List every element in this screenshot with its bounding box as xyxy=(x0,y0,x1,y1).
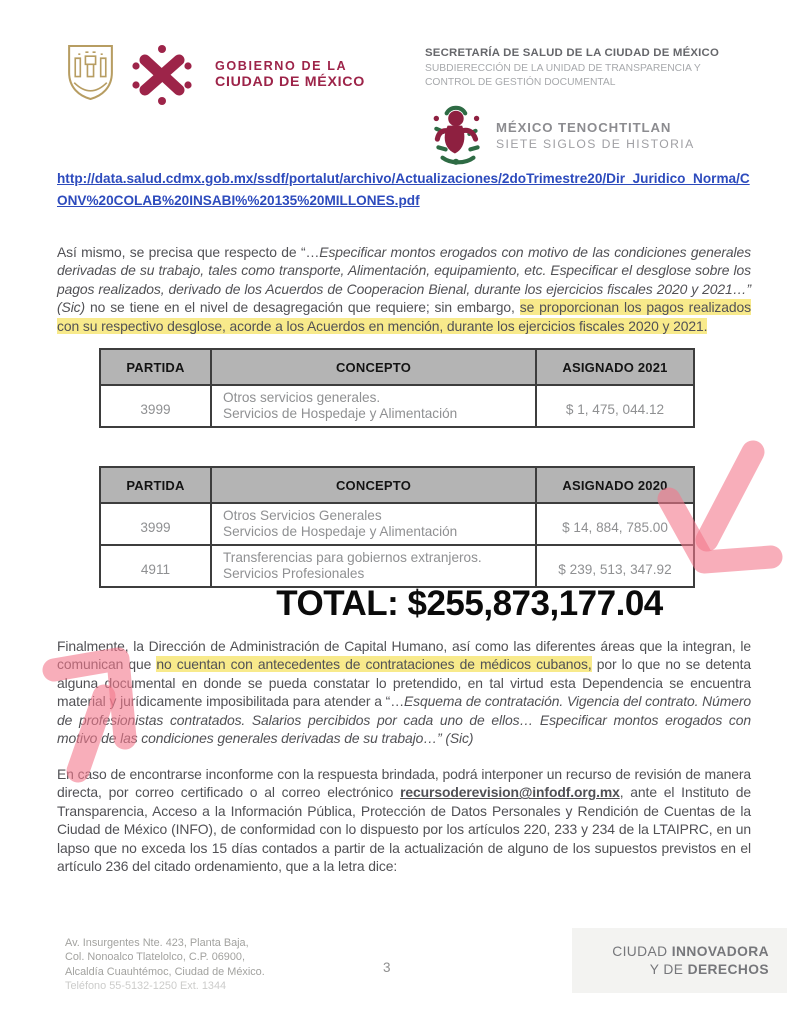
table-2021-header-row xyxy=(100,349,694,385)
text-segment-italic: Esquema de contratación. Vigencia del contrato. Número de profesionistas contratados. Salarios percibidos por cada uno de ellos… Especificar montos erogados con motivo de las condiciones generales derivadas de su trabajo…” (Sic) xyxy=(57,693,751,746)
brand-line-1: GOBIERNO DE LA xyxy=(215,59,348,73)
cell-partida: 3999 xyxy=(100,503,211,545)
secretariat-title: SECRETARÍA DE SALUD DE LA CIUDAD DE MÉXICO xyxy=(425,47,720,59)
tenochtitlan-line-2: SIETE SIGLOS DE HISTORIA xyxy=(496,137,695,151)
secretariat-subtitle-2: CONTROL DE GESTIÓN DOCUMENTAL xyxy=(425,77,616,88)
text-segment-normal: Así mismo, se precisa que respecto de “… xyxy=(57,243,320,260)
cell-amount: $ 14, 884, 785.00 xyxy=(536,503,694,545)
secretariat-subtitle-1: SUBDIERECCIÓN DE LA UNIDAD DE TRANSPARENCIA Y xyxy=(425,63,701,74)
header-left xyxy=(66,44,365,106)
text-segment-highlight: se proporcionan los pagos realizados con su respectivo desglose, acorde a los Acuerdos en mención, durante los ejercicios fiscales 2020 y 2021. xyxy=(57,299,751,334)
table-asignado-2020 xyxy=(99,466,695,588)
address-line: Alcaldía Cuauhtémoc, Ciudad de México. xyxy=(65,965,265,978)
text-segment-normal: , ante el Instituto de Transparencia, Acceso a la Información Pública, Protección de Datos Personales y Rendición de Cuentas de la Ciudad de México (INFO), de conformidad con lo dispuesto por los artículos 220, 233 y 234 de la LTAIPRC, en un lapso que no exceda los 15 días contados a partir de la actualización de alguno de los supuestos previstos en el artículo 236 del citado ordenamiento, que a la letra dice: xyxy=(57,784,751,874)
source-pdf-link[interactable]: http://data.salud.cdmx.gob.mx/ssdf/portalut/archivo/Actualizaciones/2doTrimestre20/Dir_Juridico_Norma/CONV%20COLAB%20INSABI%%20135%20MILLONES.pdf xyxy=(57,171,750,208)
paragraph-recurso-revision xyxy=(57,765,751,875)
text-segment-italic: Especificar montos erogados con motivo de las condiciones generales derivadas de su trabajo, tales como transporte, Alimentación, equipamiento, etc. Especificar el desglose sobre los pagos realizados, derivado de los Acuerdos de Cooperacion Bienal, durante los ejercicios fiscales 2020 y 2021…” (Sic) xyxy=(57,243,751,316)
header-asignado-2020: ASIGNADO 2020 xyxy=(536,467,694,503)
city-slogan-badge xyxy=(572,928,787,993)
government-brand-text xyxy=(215,44,365,90)
table-row xyxy=(100,503,694,545)
cell-concepto xyxy=(211,545,536,587)
paragraph-desglose xyxy=(57,243,751,335)
address-line: Teléfono 55-5132-1250 Ext. 1344 xyxy=(65,980,227,993)
tenochtitlan-block xyxy=(430,104,695,168)
concepto-line-1: Otros servicios generales. xyxy=(223,389,381,405)
brand-line-2: CIUDAD DE MÉXICO xyxy=(215,74,365,90)
table-2020-header-row xyxy=(100,467,694,503)
grand-total: TOTAL: $255,873,177.04 xyxy=(276,584,663,623)
text-segment-normal: no se tiene en el nivel de desagregación que requiere; sin embargo, xyxy=(85,299,520,316)
text-segment-highlight: no cuentan con antecedentes de contrataciones de médicos cubanos, xyxy=(156,656,592,673)
concepto-line-1: Transferencias para gobiernos extranjeros. xyxy=(223,549,482,565)
address-line: Col. Nonoalco Tlatelolco, C.P. 06900, xyxy=(65,951,246,964)
secretariat-block xyxy=(425,47,719,89)
text-segment-normal: En caso de encontrarse inconforme con la respuesta brindada, podrá interponer un recurso de revisión de manera directa, por correo certificado o al correo electrónico xyxy=(57,765,751,801)
tenochtitlan-line-1: MÉXICO TENOCHTITLAN xyxy=(496,120,672,135)
header-concepto: CONCEPTO xyxy=(211,349,536,385)
cdmx-shield-logo-icon xyxy=(66,44,115,101)
concepto-line-2: Servicios de Hospedaje y Alimentación xyxy=(223,406,458,421)
header-partida: PARTIDA xyxy=(100,349,211,385)
cdmx-knot-logo-icon xyxy=(129,44,195,106)
slogan-line-2: Y DE DERECHOS xyxy=(649,961,769,977)
header-concepto: CONCEPTO xyxy=(211,467,536,503)
table-row xyxy=(100,545,694,587)
cell-partida: 3999 xyxy=(100,385,211,427)
paragraph-medicos-cubanos xyxy=(57,637,751,747)
tenochtitlan-text xyxy=(496,120,695,152)
cell-amount: $ 1, 475, 044.12 xyxy=(536,385,694,427)
table-row xyxy=(100,385,694,427)
text-segment-link[interactable]: recursoderevision@infodf.org.mx xyxy=(400,784,620,801)
concepto-line-2: Servicios Profesionales xyxy=(223,566,365,581)
concepto-line-1: Otros Servicios Generales xyxy=(223,507,382,523)
header-asignado-2021: ASIGNADO 2021 xyxy=(536,349,694,385)
text-segment-normal: Finalmente, la Dirección de Administración de Capital Humano, así como las diferentes áreas que la integran, le comunican que xyxy=(57,637,751,673)
cell-partida: 4911 xyxy=(100,545,211,587)
concepto-line-2: Servicios de Hospedaje y Alimentación xyxy=(223,524,458,539)
header-partida: PARTIDA xyxy=(100,467,211,503)
footer-address xyxy=(65,936,265,994)
address-line: Av. Insurgentes Nte. 423, Planta Baja, xyxy=(65,937,249,949)
tenochtitlan-figure-icon xyxy=(430,104,486,168)
page-number: 3 xyxy=(383,960,391,975)
cell-concepto xyxy=(211,385,536,427)
text-segment-normal: por lo que no se detenta alguna documental en donde se pueda constatar lo pretendido, en tal virtud esta Dependencia se encuentra material y jurídicamente imposibilitada para atender a “… xyxy=(57,656,752,710)
table-asignado-2021 xyxy=(99,348,695,428)
cell-concepto xyxy=(211,503,536,545)
slogan-line-1: CIUDAD INNOVADORA xyxy=(612,944,769,959)
cell-amount: $ 239, 513, 347.92 xyxy=(536,545,694,587)
